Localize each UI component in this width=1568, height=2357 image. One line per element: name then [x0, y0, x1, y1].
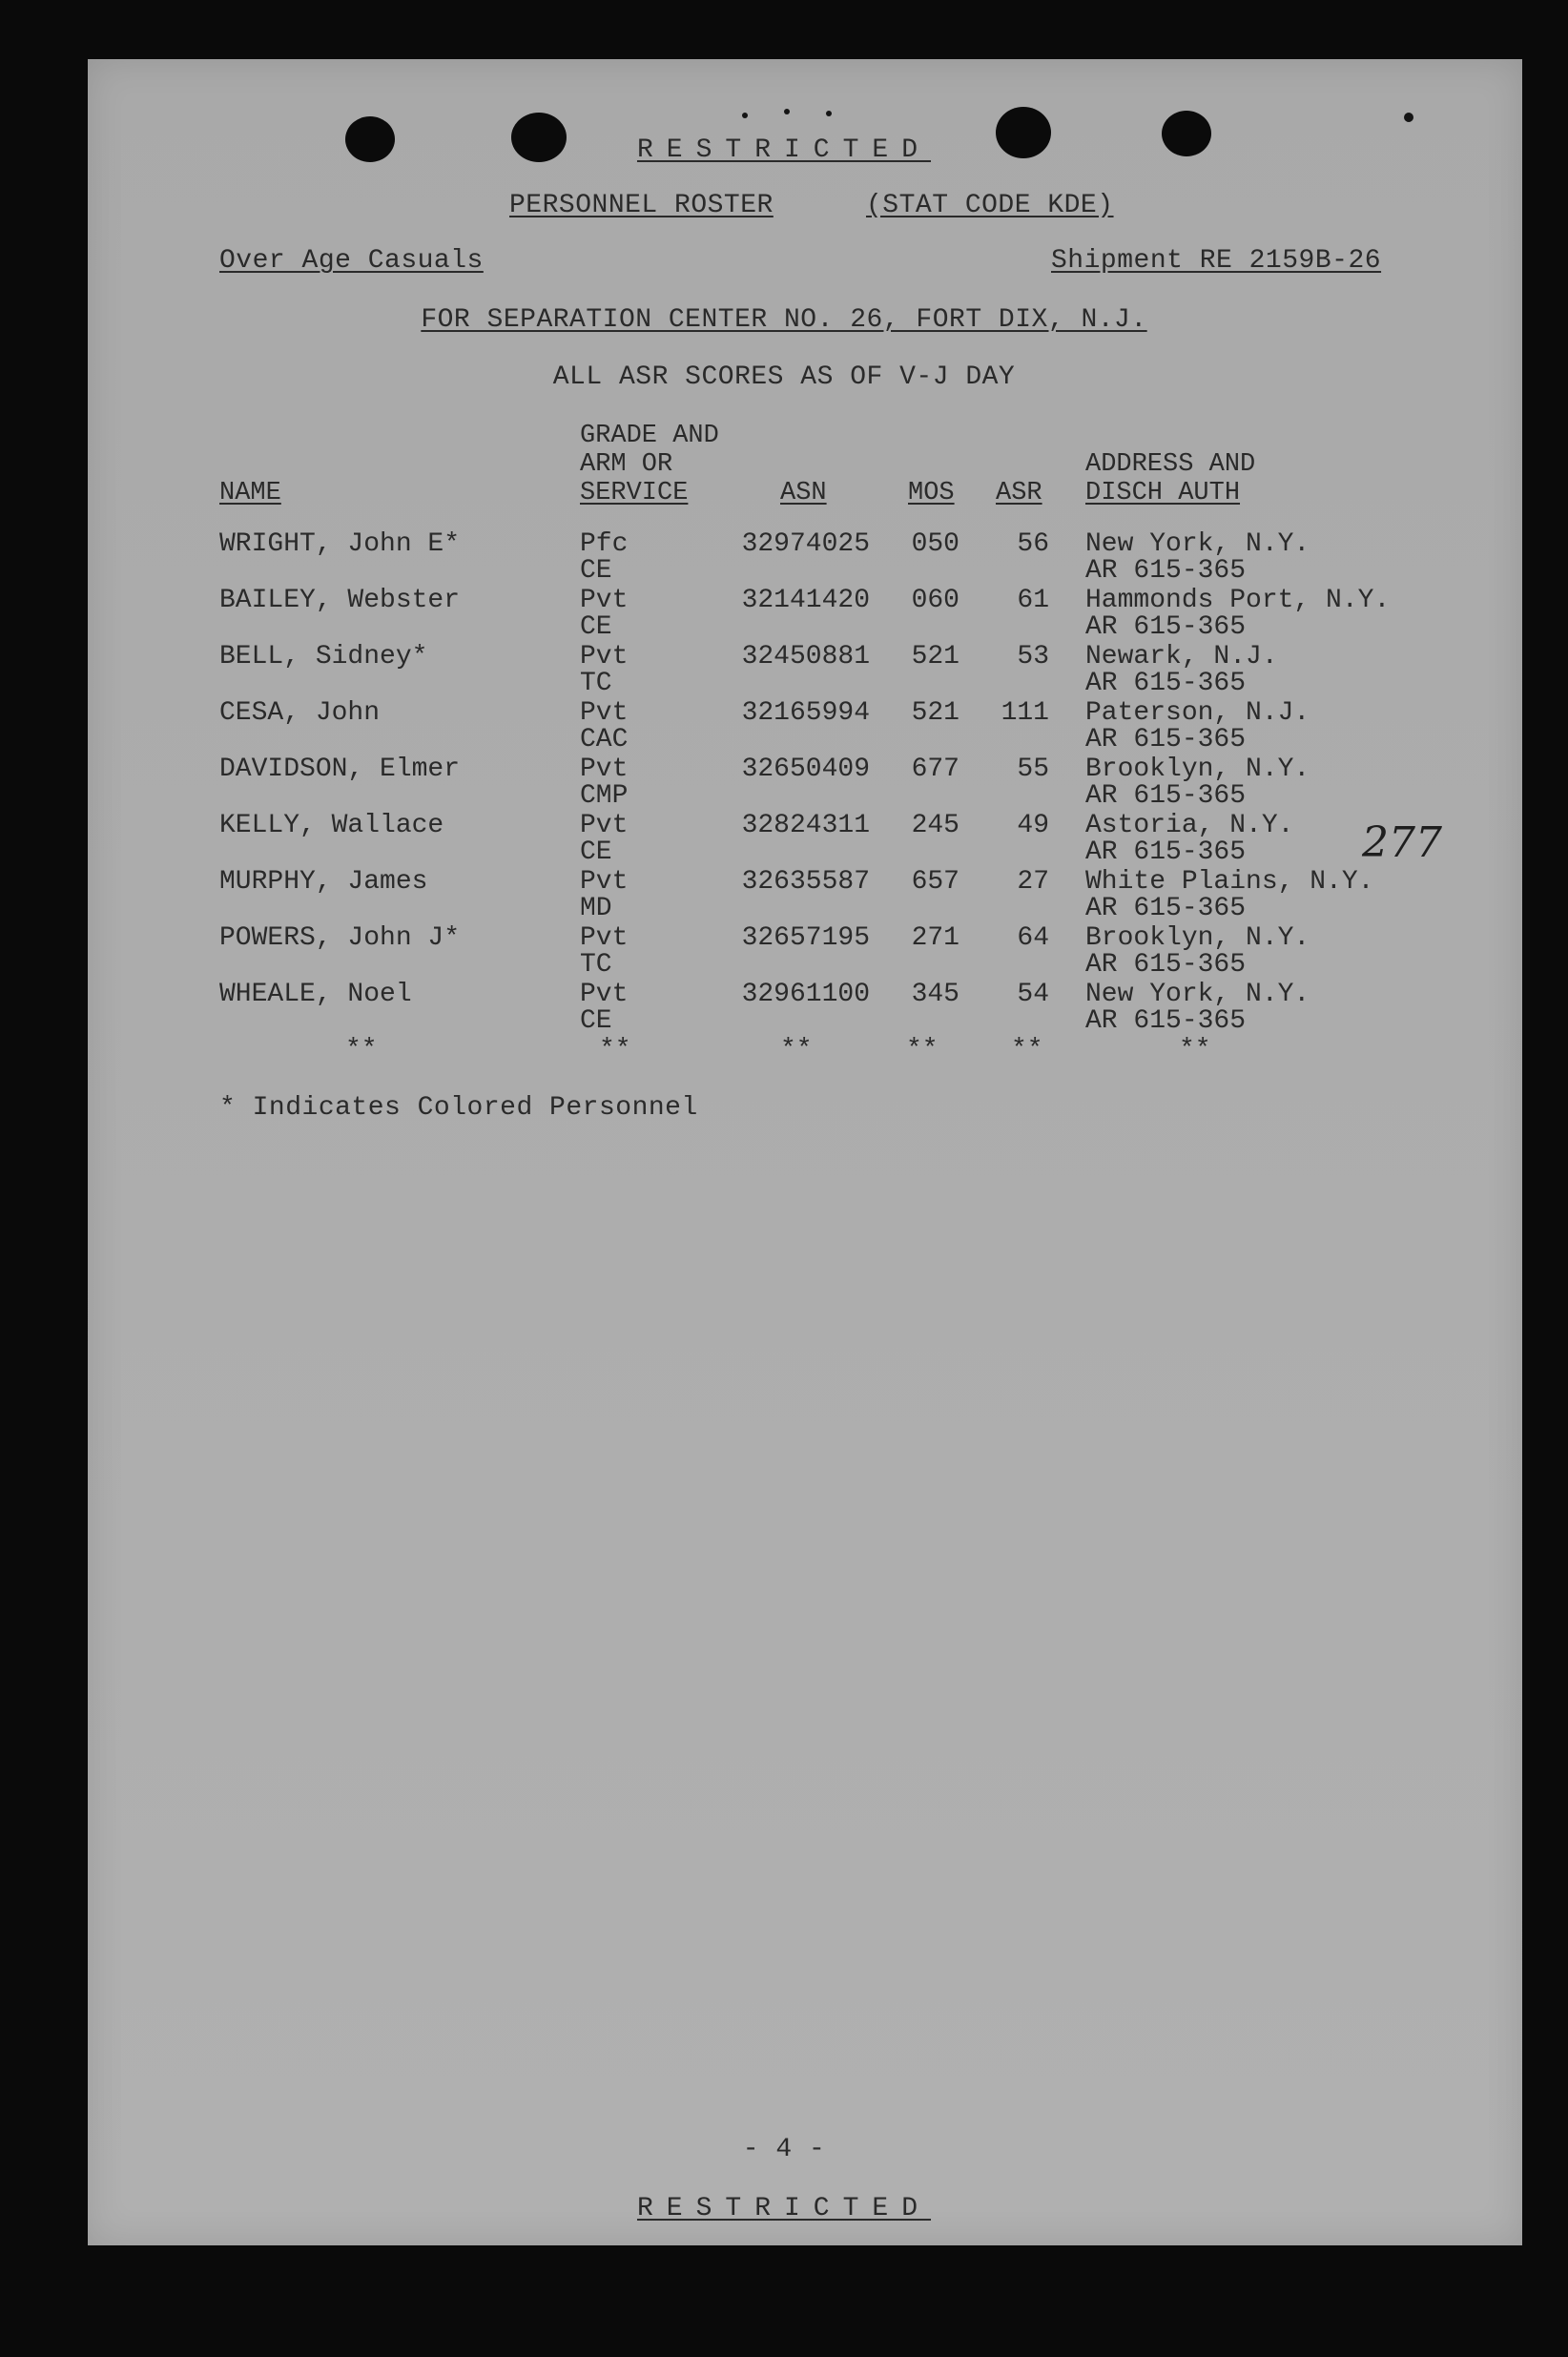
handwritten-page-number: 277 — [1362, 818, 1442, 867]
name-cell: KELLY, Wallace — [219, 811, 444, 840]
asr-cell: 53 — [1017, 642, 1049, 672]
arm-cell: CE — [580, 612, 612, 642]
footnote: * Indicates Colored Personnel — [219, 1093, 698, 1123]
grade-line-3: SERVICE — [580, 479, 689, 507]
asn-cell: 32961100 — [741, 980, 870, 1009]
name-cell: DAVIDSON, Elmer — [219, 755, 461, 784]
grade-line-1: GRADE AND — [580, 422, 719, 450]
column-header-address — [1085, 450, 1255, 507]
address-cell: New York, N.Y. — [1085, 980, 1310, 1009]
grade-cell: Pfc — [580, 529, 629, 559]
address-line-2: DISCH AUTH — [1085, 479, 1241, 507]
end-marker: ** — [599, 1035, 631, 1065]
grade-cell: Pvt — [580, 586, 629, 615]
table-row — [0, 587, 1568, 644]
disch-auth-cell: AR 615-365 — [1085, 669, 1247, 698]
disch-auth-cell: AR 615-365 — [1085, 556, 1247, 586]
grade-cell: Pvt — [580, 923, 629, 953]
asr-cell: 27 — [1017, 867, 1049, 897]
column-header-grade — [580, 422, 719, 507]
grade-cell: Pvt — [580, 698, 629, 728]
end-marker: ** — [1179, 1035, 1211, 1065]
arm-cell: MD — [580, 894, 612, 923]
arm-cell: CE — [580, 556, 612, 586]
arm-cell: CE — [580, 1006, 612, 1036]
asn-cell: 32824311 — [741, 811, 870, 840]
end-marker: ** — [906, 1035, 939, 1065]
name-cell: BELL, Sidney* — [219, 642, 428, 672]
shipment-number: Shipment RE 2159B-26 — [1051, 246, 1382, 276]
address-cell: Brooklyn, N.Y. — [1085, 755, 1310, 784]
name-cell: BAILEY, Webster — [219, 586, 461, 615]
mos-cell: 521 — [911, 698, 959, 728]
asr-cell: 56 — [1017, 529, 1049, 559]
grade-cell: Pvt — [580, 755, 629, 784]
address-cell: White Plains, N.Y. — [1085, 867, 1374, 897]
asr-cell: 64 — [1017, 923, 1049, 953]
table-row — [0, 699, 1568, 756]
disch-auth-cell: AR 615-365 — [1085, 894, 1247, 923]
disch-auth-cell: AR 615-365 — [1085, 1006, 1247, 1036]
separation-center: FOR SEPARATION CENTER NO. 26, FORT DIX, N.J. — [421, 305, 1147, 335]
restricted-header: RESTRICTED — [636, 135, 932, 165]
table-row — [0, 981, 1568, 1038]
column-header-asr: ASR — [996, 479, 1042, 507]
mos-cell: 060 — [911, 586, 959, 615]
casual-category: Over Age Casuals — [219, 246, 484, 276]
mos-cell: 521 — [911, 642, 959, 672]
asn-cell: 32635587 — [741, 867, 870, 897]
disch-auth-cell: AR 615-365 — [1085, 781, 1247, 811]
asn-cell: 32141420 — [741, 586, 870, 615]
end-marker: ** — [345, 1035, 378, 1065]
speck — [784, 109, 790, 114]
asn-cell: 32650409 — [741, 755, 870, 784]
speck — [742, 113, 748, 118]
table-row — [0, 812, 1568, 869]
mos-cell: 245 — [911, 811, 959, 840]
asr-cell: 54 — [1017, 980, 1049, 1009]
mos-cell: 657 — [911, 867, 959, 897]
roster-title: PERSONNEL ROSTER — [509, 191, 774, 220]
asr-cell: 61 — [1017, 586, 1049, 615]
asn-cell: 32657195 — [741, 923, 870, 953]
column-header-name: NAME — [219, 479, 281, 507]
asr-note: ALL ASR SCORES AS OF V-J DAY — [552, 362, 1016, 392]
disch-auth-cell: AR 615-365 — [1085, 837, 1247, 867]
table-row — [0, 755, 1568, 813]
address-cell: Brooklyn, N.Y. — [1085, 923, 1310, 953]
grade-cell: Pvt — [580, 980, 629, 1009]
grade-cell: Pvt — [580, 811, 629, 840]
disch-auth-cell: AR 615-365 — [1085, 612, 1247, 642]
column-header-mos: MOS — [908, 479, 955, 507]
asr-cell: 49 — [1017, 811, 1049, 840]
name-cell: MURPHY, James — [219, 867, 428, 897]
stat-code: (STAT CODE KDE) — [866, 191, 1114, 220]
end-marker: ** — [780, 1035, 813, 1065]
disch-auth-cell: AR 615-365 — [1085, 725, 1247, 755]
mos-cell: 271 — [911, 923, 959, 953]
table-row — [0, 530, 1568, 588]
asn-cell: 32450881 — [741, 642, 870, 672]
name-cell: POWERS, John J* — [219, 923, 461, 953]
grade-line-2: ARM OR — [580, 450, 673, 479]
page-number: - 4 - — [742, 2135, 826, 2164]
arm-cell: CAC — [580, 725, 629, 755]
address-cell: New York, N.Y. — [1085, 529, 1310, 559]
address-cell: Astoria, N.Y. — [1085, 811, 1294, 840]
speck — [1404, 113, 1413, 122]
table-row — [0, 643, 1568, 700]
arm-cell: CE — [580, 837, 612, 867]
arm-cell: TC — [580, 950, 612, 980]
mos-cell: 345 — [911, 980, 959, 1009]
table-row — [0, 868, 1568, 925]
name-cell: WRIGHT, John E* — [219, 529, 461, 559]
mos-cell: 050 — [911, 529, 959, 559]
mos-cell: 677 — [911, 755, 959, 784]
name-cell: CESA, John — [219, 698, 381, 728]
address-cell: Hammonds Port, N.Y. — [1085, 586, 1391, 615]
asn-cell: 32974025 — [741, 529, 870, 559]
asn-cell: 32165994 — [741, 698, 870, 728]
grade-cell: Pvt — [580, 867, 629, 897]
asr-cell: 111 — [1001, 698, 1049, 728]
name-cell: WHEALE, Noel — [219, 980, 412, 1009]
disch-auth-cell: AR 615-365 — [1085, 950, 1247, 980]
asr-cell: 55 — [1017, 755, 1049, 784]
end-marker: ** — [1011, 1035, 1043, 1065]
speck — [826, 111, 832, 116]
address-line-1: ADDRESS AND — [1085, 450, 1256, 479]
address-cell: Newark, N.J. — [1085, 642, 1278, 672]
arm-cell: TC — [580, 669, 612, 698]
address-cell: Paterson, N.J. — [1085, 698, 1310, 728]
column-header-asn: ASN — [780, 479, 827, 507]
grade-cell: Pvt — [580, 642, 629, 672]
arm-cell: CMP — [580, 781, 629, 811]
restricted-footer: RESTRICTED — [636, 2194, 932, 2223]
table-row — [0, 924, 1568, 982]
